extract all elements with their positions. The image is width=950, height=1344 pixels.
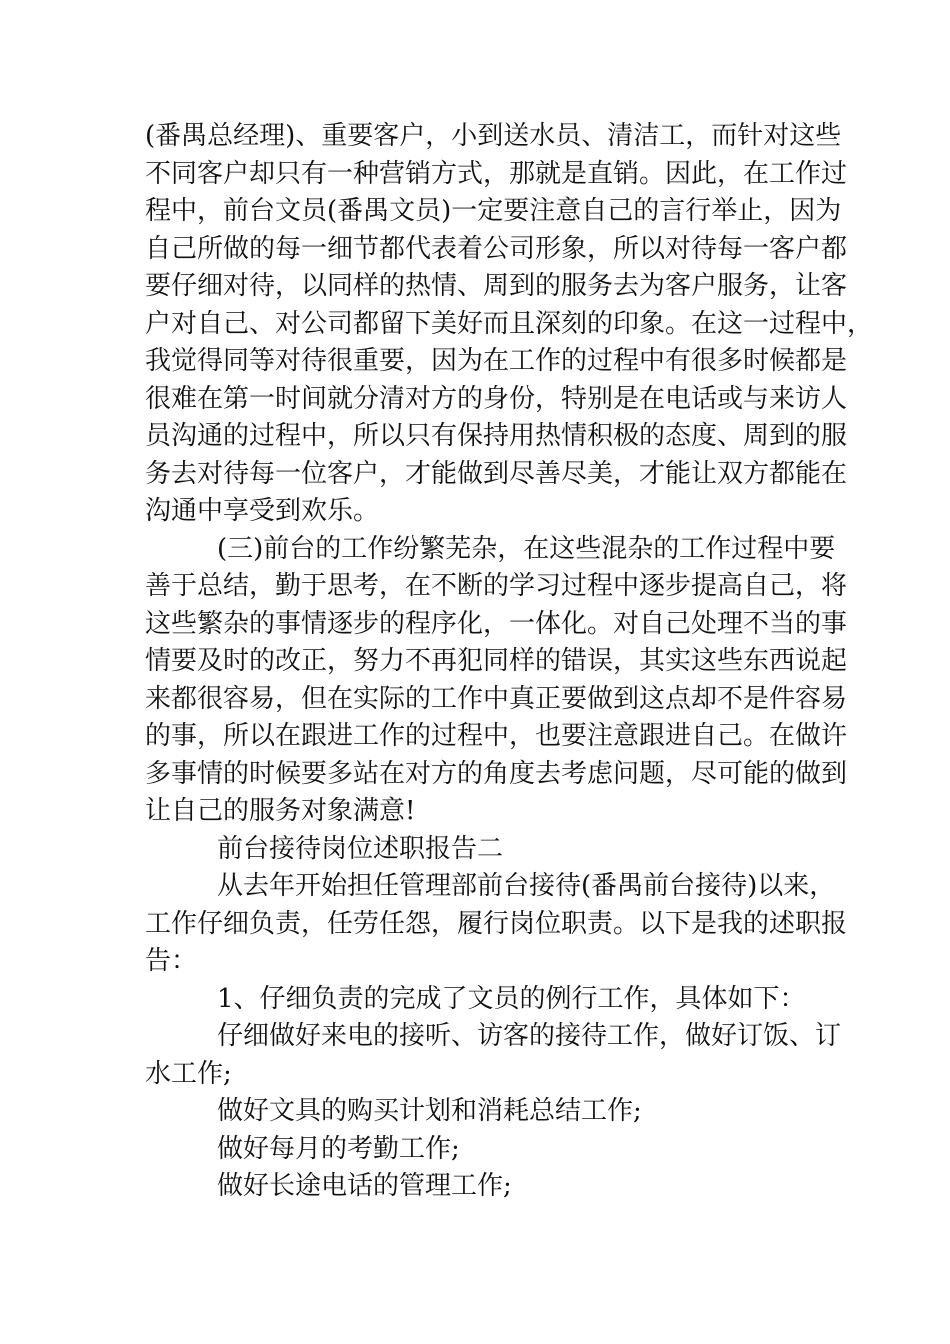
paragraph (145, 981, 805, 1019)
paragraph-line: (三)前台的工作纷繁芜杂，在这些混杂的工作过程中要 (217, 533, 836, 564)
paragraph-line: 1、仔细负责的完成了文员的例行工作，具体如下： (217, 983, 806, 1014)
paragraph-line: 让自己的服务对象满意! (145, 796, 416, 826)
paragraph-line: 善于总结，勤于思考，在不断的学习过程中逐步提高自己，将 (145, 571, 848, 601)
paragraph (145, 831, 805, 869)
paragraph-line: 做好文具的购买计划和消耗总结工作; (217, 1096, 642, 1126)
paragraph-line: 自己所做的每一细节都代表着公司形象，所以对待每一客户都 (145, 233, 848, 264)
paragraph-line: 仔细做好来电的接听、访客的接待工作，做好订饭、订 (217, 1021, 842, 1051)
paragraph-line: 务去对待每一位客户，才能做到尽善尽美，才能让双方都能在 (145, 458, 848, 489)
paragraph (145, 1168, 805, 1206)
paragraph-line: 要仔细对待，以同样的热情、周到的服务去为客户服务，让客 (145, 271, 848, 301)
paragraph-line: 做好每月的考勤工作; (217, 1133, 460, 1164)
paragraph-line: 员沟通的过程中，所以只有保持用热情积极的态度、周到的服 (145, 421, 848, 451)
paragraph-line: 程中，前台文员(番禺文员)一定要注意自己的言行举止，因为 (145, 196, 842, 226)
paragraph-line: 很难在第一时间就分清对方的身份，特别是在电话或与来访人 (145, 383, 848, 414)
paragraph-line: 从去年开始担任管理部前台接待(番禺前台接待)以来， (217, 871, 836, 901)
paragraph-line: 来都很容易，但在实际的工作中真正要做到这点却不是件容易 (145, 683, 848, 714)
paragraph-line: 我觉得同等对待很重要，因为在工作的过程中有很多时候都是 (145, 346, 848, 376)
paragraph (145, 868, 848, 981)
paragraph (145, 118, 874, 531)
paragraph-line: 沟通中享受到欢乐。 (145, 496, 380, 526)
paragraph-line: 告： (145, 946, 198, 976)
paragraph (145, 1131, 805, 1169)
paragraph-line: 多事情的时候要多站在对方的角度去考虑问题，尽可能的做到 (145, 758, 848, 789)
paragraph-line: 做好长途电话的管理工作; (217, 1171, 512, 1201)
paragraph (145, 1093, 805, 1131)
paragraph-line: 前台接待岗位述职报告二 (217, 833, 504, 864)
paragraph-line: 户对自己、对公司都留下美好而且深刻的印象。在这一过程中， (145, 308, 874, 339)
paragraph-line: 情要及时的改正，努力不再犯同样的错误，其实这些东西说起 (145, 646, 848, 676)
paragraph (145, 1018, 842, 1093)
paragraph-line: 工作仔细负责，任劳任怨，履行岗位职责。以下是我的述职报 (145, 908, 848, 939)
paragraph-line: 的事，所以在跟进工作的过程中，也要注意跟进自己。在做许 (145, 721, 848, 751)
paragraph-line: (番禺总经理)、重要客户，小到送水员、清洁工，而针对这些 (145, 121, 842, 151)
paragraph (145, 531, 848, 831)
document-body (145, 118, 874, 1206)
paragraph-line: 水工作; (145, 1058, 232, 1089)
paragraph-line: 不同客户却只有一种营销方式，那就是直销。因此，在工作过 (145, 158, 848, 189)
paragraph-line: 这些繁杂的事情逐步的程序化，一体化。对自己处理不当的事 (145, 608, 848, 639)
